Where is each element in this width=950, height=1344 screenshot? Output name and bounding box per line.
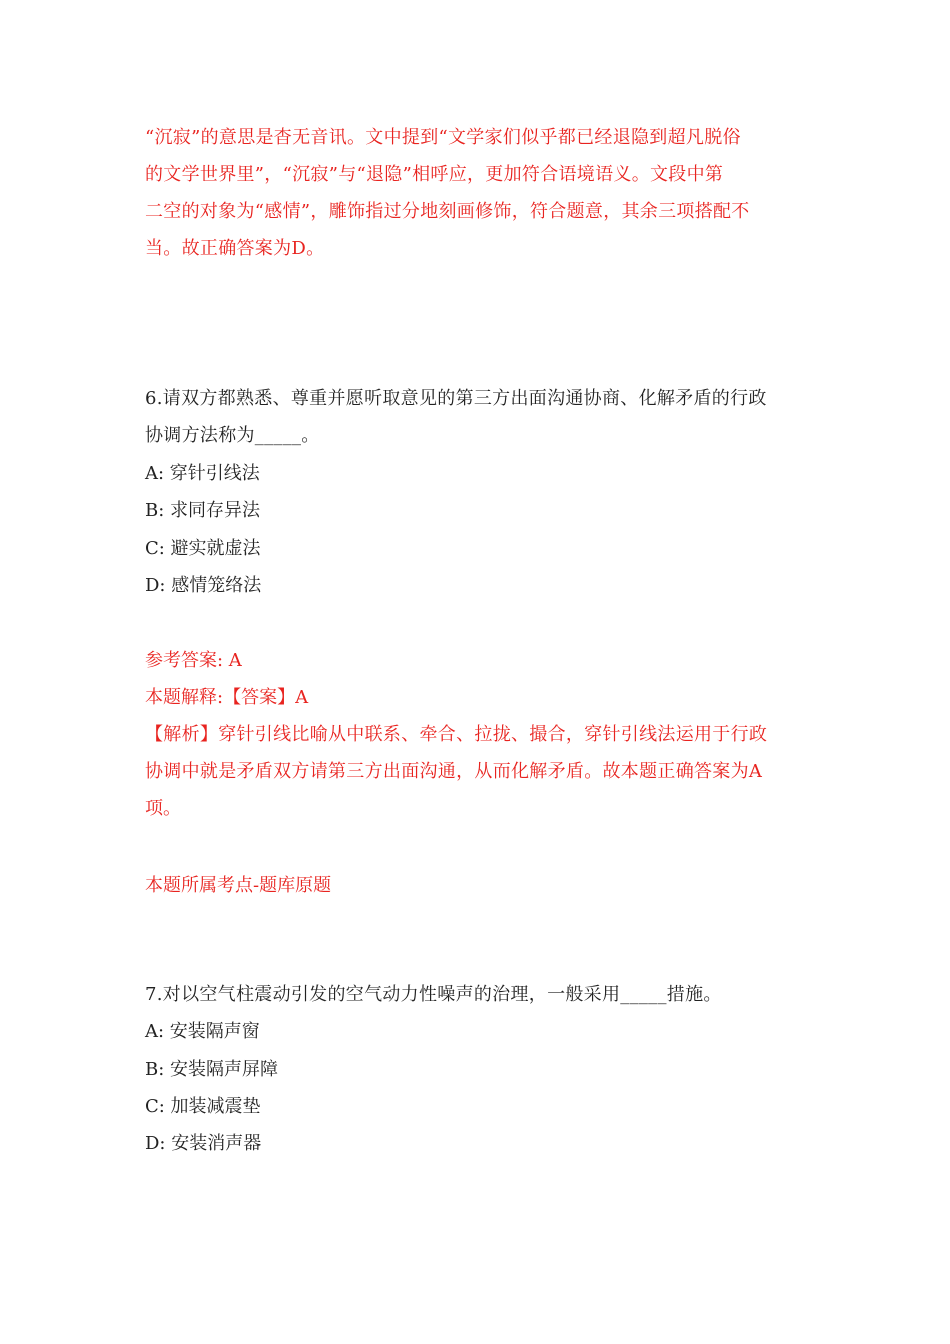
question-6-knowledge-point: 本题所属考点-题库原题 (145, 875, 332, 896)
question-6-option-a: A: 穿针引线法 (145, 463, 260, 484)
question-7-option-a: A: 安装隔声窗 (145, 1021, 260, 1042)
question-6-option-d: D: 感情笼络法 (145, 575, 262, 596)
question-7-option-c: C: 加装减震垫 (145, 1096, 261, 1117)
question-6-stem: 协调方法称为_____。 (145, 425, 320, 446)
question-6-option-b: B: 求同存异法 (145, 500, 261, 521)
question-7-option-b: B: 安装隔声屏障 (145, 1059, 279, 1080)
question-6-answer: 参考答案: A (145, 650, 242, 671)
question-7-stem: 7.对以空气柱震动引发的空气动力性噪声的治理，一般采用_____措施。 (145, 984, 722, 1005)
question-6-stem: 6.请双方都熟悉、尊重并愿听取意见的第三方出面沟通协商、化解矛盾的行政 (145, 388, 767, 409)
question-6-explanation-line: 【解析】穿针引线比喻从中联系、牵合、拉拢、撮合，穿针引线法运用于行政 (145, 724, 768, 745)
question-6-explanation-line: 项。 (145, 798, 181, 819)
prev-explanation-line: 二空的对象为“感情”，雕饰指过分地刻画修饰，符合题意，其余三项搭配不 (145, 201, 750, 222)
prev-explanation-line: 当。故正确答案为D。 (145, 238, 325, 259)
prev-explanation-line: “沉寂”的意思是杳无音讯。文中提到“文学家们似乎都已经退隐到超凡脱俗 (145, 127, 741, 148)
question-6-option-c: C: 避实就虚法 (145, 538, 261, 559)
prev-explanation-line: 的文学世界里”，“沉寂”与“退隐”相呼应，更加符合语境语义。文段中第 (145, 164, 724, 185)
question-6-explain-title: 本题解释:【答案】A (145, 687, 309, 708)
question-7-option-d: D: 安装消声器 (145, 1133, 262, 1154)
question-6-explanation-line: 协调中就是矛盾双方请第三方出面沟通，从而化解矛盾。故本题正确答案为A (145, 761, 763, 782)
